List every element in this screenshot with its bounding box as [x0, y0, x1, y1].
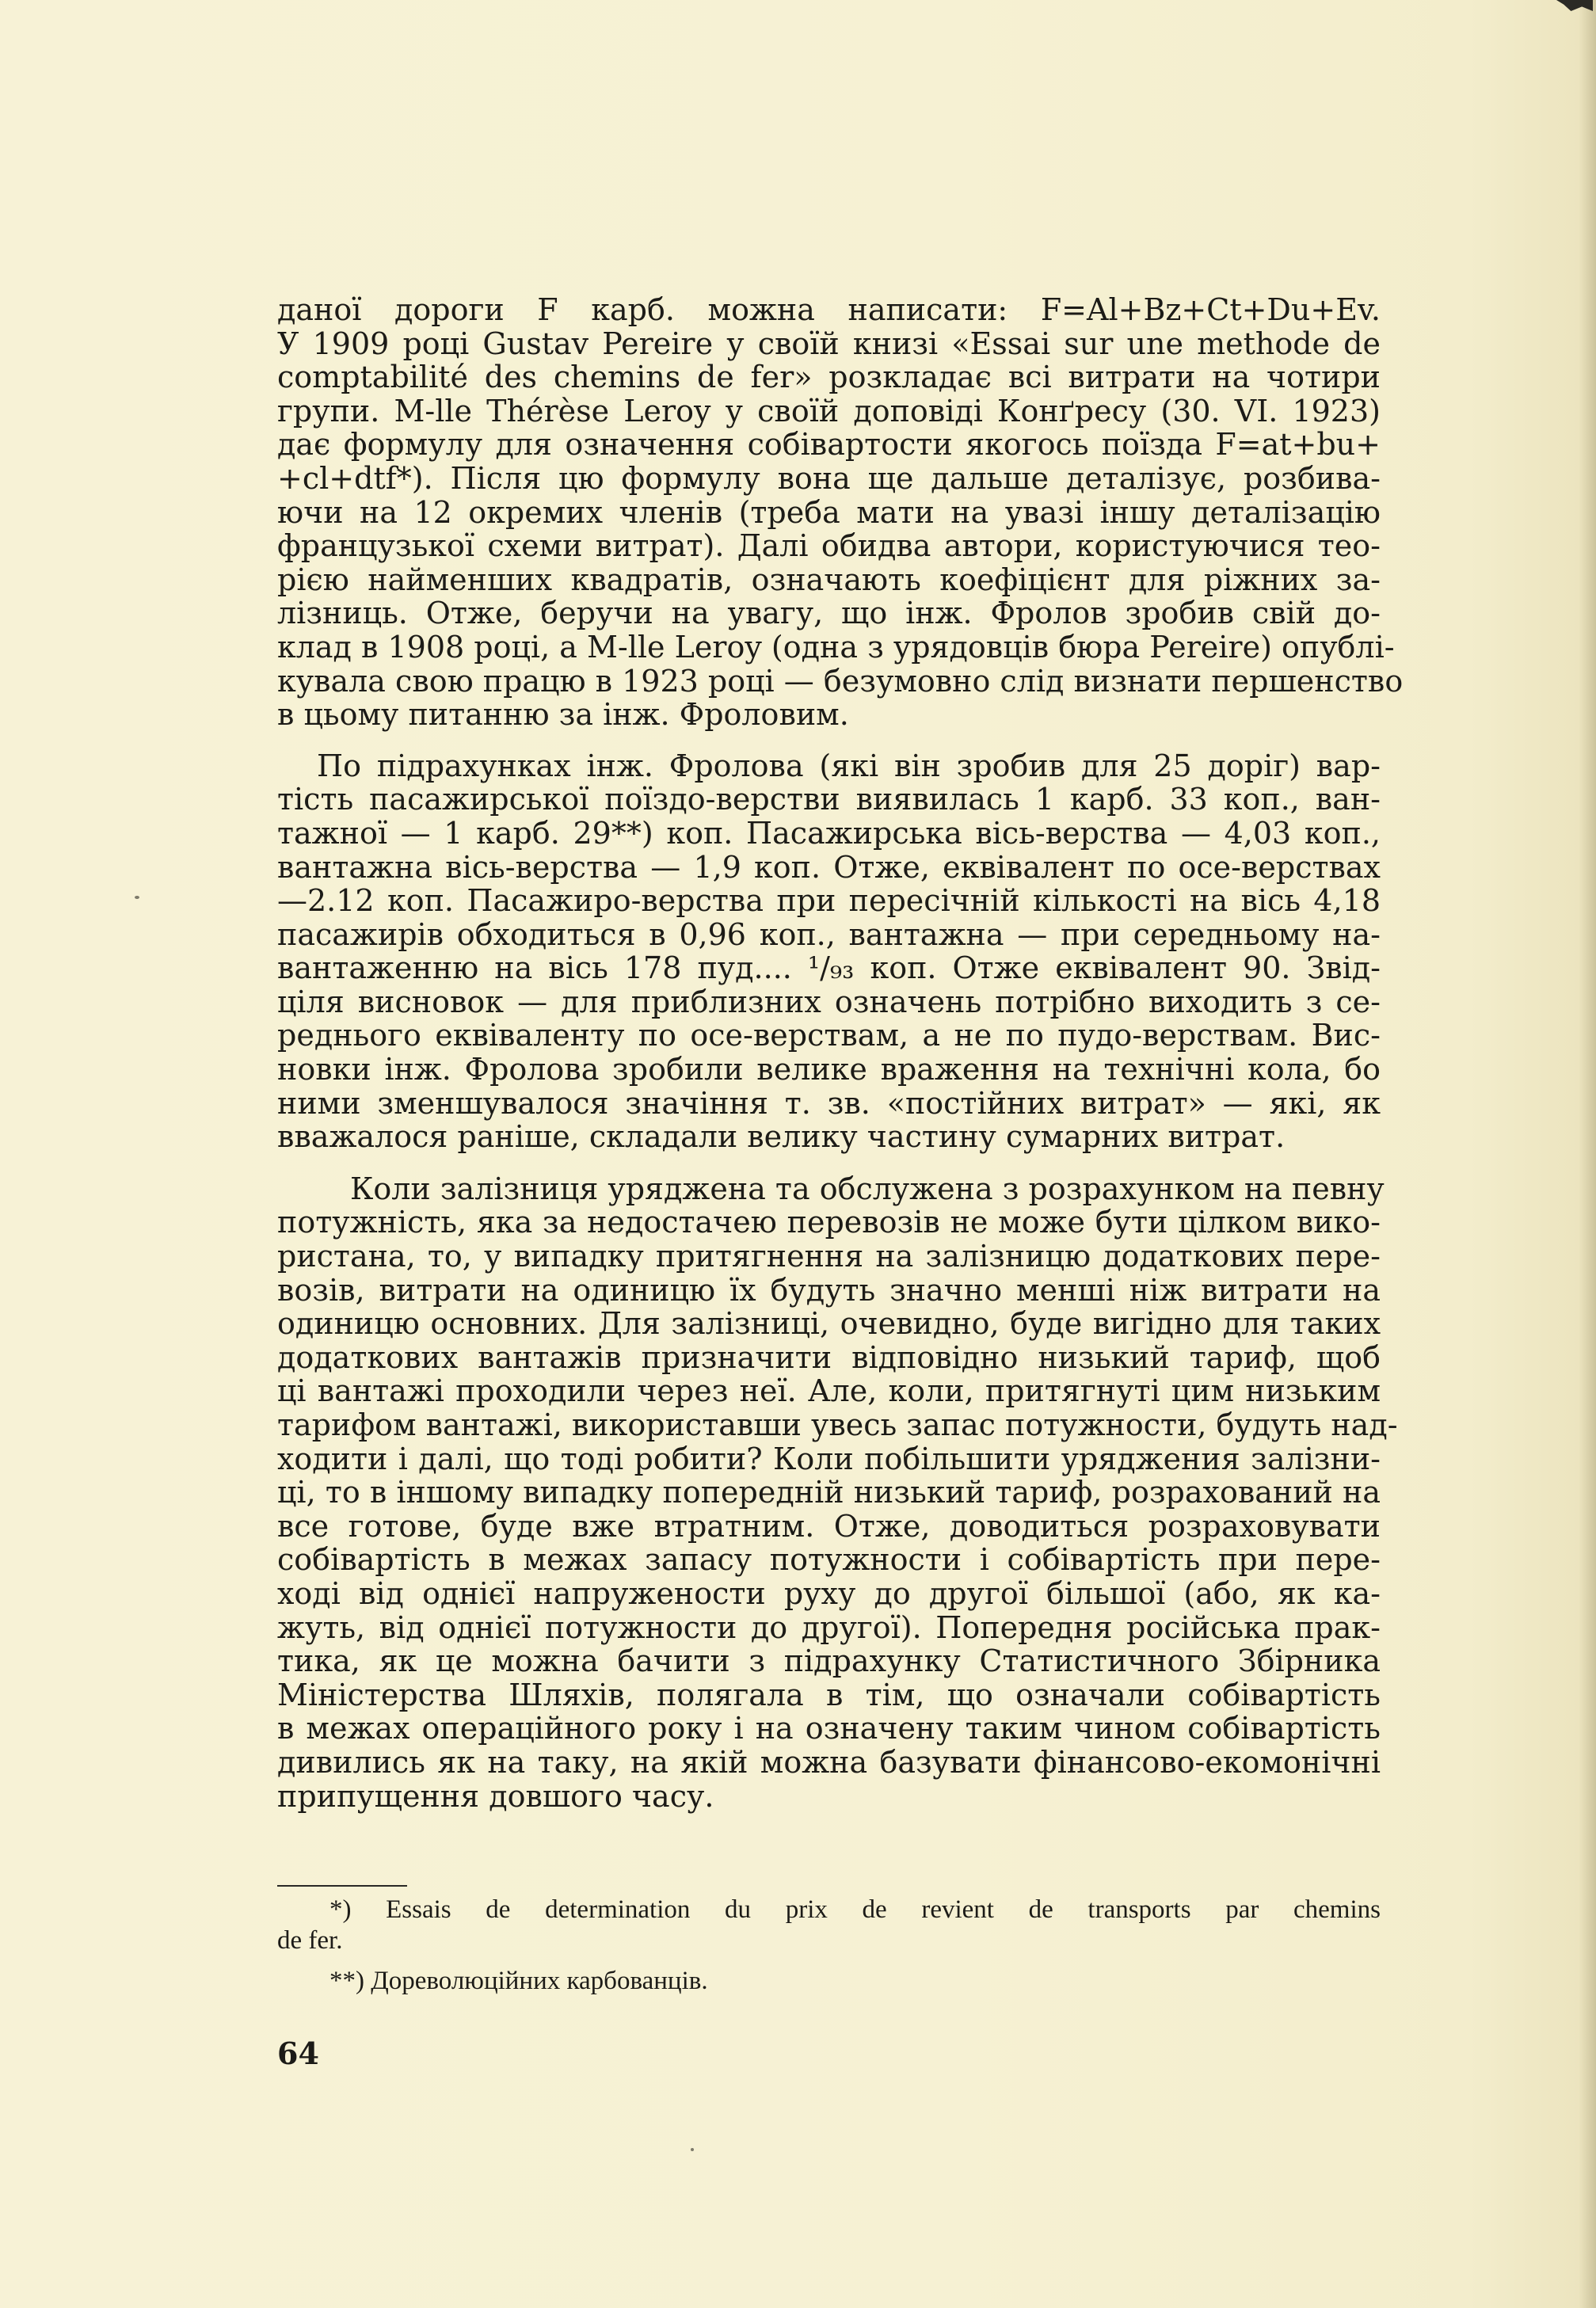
text-line: припущення довшого часу.: [277, 1778, 714, 1814]
text-line: —2.12 коп. Пасажиро-верства при пересічній кількості на вісь 4,18: [277, 883, 1381, 919]
text-line: ходити і далі, що тоді робити? Коли побільшити уряджения залізни-: [277, 1441, 1381, 1476]
text-line: ристана, то, у випадку притягнення на залізницю додаткових пере-: [277, 1239, 1381, 1274]
text-line: все готове, буде вже втратним. Отже, доводиться розраховувати: [277, 1508, 1381, 1544]
text-line: собівартість в межах запасу потужности і собівартість при пере-: [277, 1542, 1381, 1578]
text-line: тарифом вантажі, використавши увесь запас потужности, будуть над-: [277, 1407, 1398, 1442]
paragraph-gap: [277, 732, 1381, 749]
main-text: [277, 292, 1404, 1814]
text-line: одиницю основних. Для залізниці, очевидно, буде вигідно для таких: [277, 1306, 1381, 1342]
footnote-gap: [277, 1956, 1381, 1966]
text-line: тика, як це можна бачити з підрахунку Статистичного Збірника: [277, 1643, 1381, 1679]
text-line: клад в 1908 році, а M-lle Leroy (одна з урядовців бюра Pereire) опублі-: [277, 629, 1395, 665]
scan-speck: [691, 2148, 694, 2151]
text-line: в цьому питанню за інж. Фроловим.: [277, 697, 849, 733]
text-line: ючи на 12 окремих членів (треба мати на увазі іншу деталізацію: [277, 494, 1381, 530]
text-line: потужність, яка за недостачею перевозів не може бути цілком вико-: [277, 1205, 1381, 1240]
text-line: дає формулу для означення собівартости якогось поїзда F=at+bu+: [277, 427, 1381, 463]
text-line: кувала свою працю в 1923 році — безумовно слід визнати першенство: [277, 663, 1404, 699]
text-line: вважалося раніше, складали велику частину сумарних витрат.: [277, 1119, 1286, 1155]
text-line: ці, то в іншому випадку попередній низький тариф, розрахований на: [277, 1475, 1381, 1510]
text-line: дивились як на таку, на якій можна базувати фінансово-екомонічні: [277, 1744, 1381, 1780]
text-line: лізниць. Отже, беручи на увагу, що інж. Фролов зробив свій до-: [277, 596, 1381, 631]
paragraph-2: [277, 749, 1381, 1154]
text-line: в межах операційного року і на означену таким чином собівартість: [277, 1711, 1381, 1746]
footnote-divider: [277, 1885, 407, 1887]
text-line: ними зменшувалося значіння т. зв. «постійних витрат» — які, як: [277, 1085, 1381, 1121]
paragraph-1: [277, 292, 1404, 733]
text-line: ці вантажі проходили через неї. Але, коли, притягнуті цим низьким: [277, 1373, 1381, 1409]
paragraph-3: [277, 1171, 1398, 1814]
text-line: реднього еквіваленту по осе-верствам, а не по пудо-верствам. Вис-: [277, 1018, 1381, 1053]
text-line: додаткових вантажів призначити відповідно низький тариф, щоб: [277, 1339, 1381, 1375]
text-line: жуть, від однієї потужности до другої). Попередня російська прак-: [277, 1609, 1381, 1645]
text-line: французької схеми витрат). Далі обидва автори, користуючися тео-: [277, 528, 1381, 564]
text-line: ціля висновок — для приблизних означень потрібно виходить з се-: [277, 984, 1381, 1019]
text-line: ході від однієї напружености руху до другої більшої (або, як ка-: [277, 1575, 1381, 1611]
text-line: comptabilité des chemins de fer» розкладає всі витрати на чотири: [277, 360, 1381, 395]
paragraph-gap: [277, 1154, 1381, 1172]
text-line: групи. M-lle Thérèse Leroy у своїй доповіді Конґресу (30. VI. 1923): [277, 393, 1381, 428]
page-edge-shadow: [1579, 0, 1596, 2308]
text-line: новки інж. Фролова зробили велике враження на технічні кола, бо: [277, 1052, 1381, 1087]
scan-speck: [135, 896, 139, 899]
footnote-1-line-2: de fer.: [277, 1926, 343, 1955]
text-line: тість пасажирської поїздо-верстви виявилась 1 карб. 33 коп., ван-: [277, 782, 1381, 817]
footnote-2: **) Дореволюційних карбованців.: [329, 1967, 708, 1995]
text-line: пасажирів обходиться в 0,96 коп., вантажна — при середньому на-: [277, 916, 1381, 952]
text-line: По підрахунках інж. Фролова (які він зробив для 25 доріг) вар-: [317, 748, 1381, 783]
text-line: рією найменших квадратів, означають коефіцієнт для ріжних за-: [277, 562, 1381, 597]
text-line: Коли залізниця уряджена та обслужена з розрахунком на певну: [350, 1171, 1385, 1206]
text-line: тажної — 1 карб. 29**) коп. Пасажирська вісь-верства — 4,03 коп.,: [277, 815, 1381, 851]
text-line: Міністерства Шляхів, полягала в тім, що означали собівартість: [277, 1677, 1381, 1712]
page-number: 64: [277, 2036, 319, 2071]
text-line: вантажна вісь-верства — 1,9 коп. Отже, еквівалент по осе-верствах: [277, 849, 1381, 885]
text-line: возів, витрати на одиницю їх будуть значно менші ніж витрати на: [277, 1272, 1381, 1308]
text-line: даної дороги F карб. можна написати: F=Al+Bz+Ct+Du+Ev.: [277, 292, 1381, 327]
footnote-1-line-1: *) Essais de determination du prix de revient de transports par chemins: [329, 1895, 1381, 1924]
text-line: У 1909 році Gustav Pereire у своїй книзі «Essai sur une methode de: [277, 326, 1381, 361]
footnotes: [277, 1895, 1381, 1997]
text-line: +cl+dtf*). Після цю формулу вона ще дальше деталізує, розбива-: [277, 460, 1381, 496]
text-line: вантаженню на вісь 178 пуд.... ¹/₉₃ коп. Отже еквівалент 90. Звід-: [277, 950, 1381, 986]
